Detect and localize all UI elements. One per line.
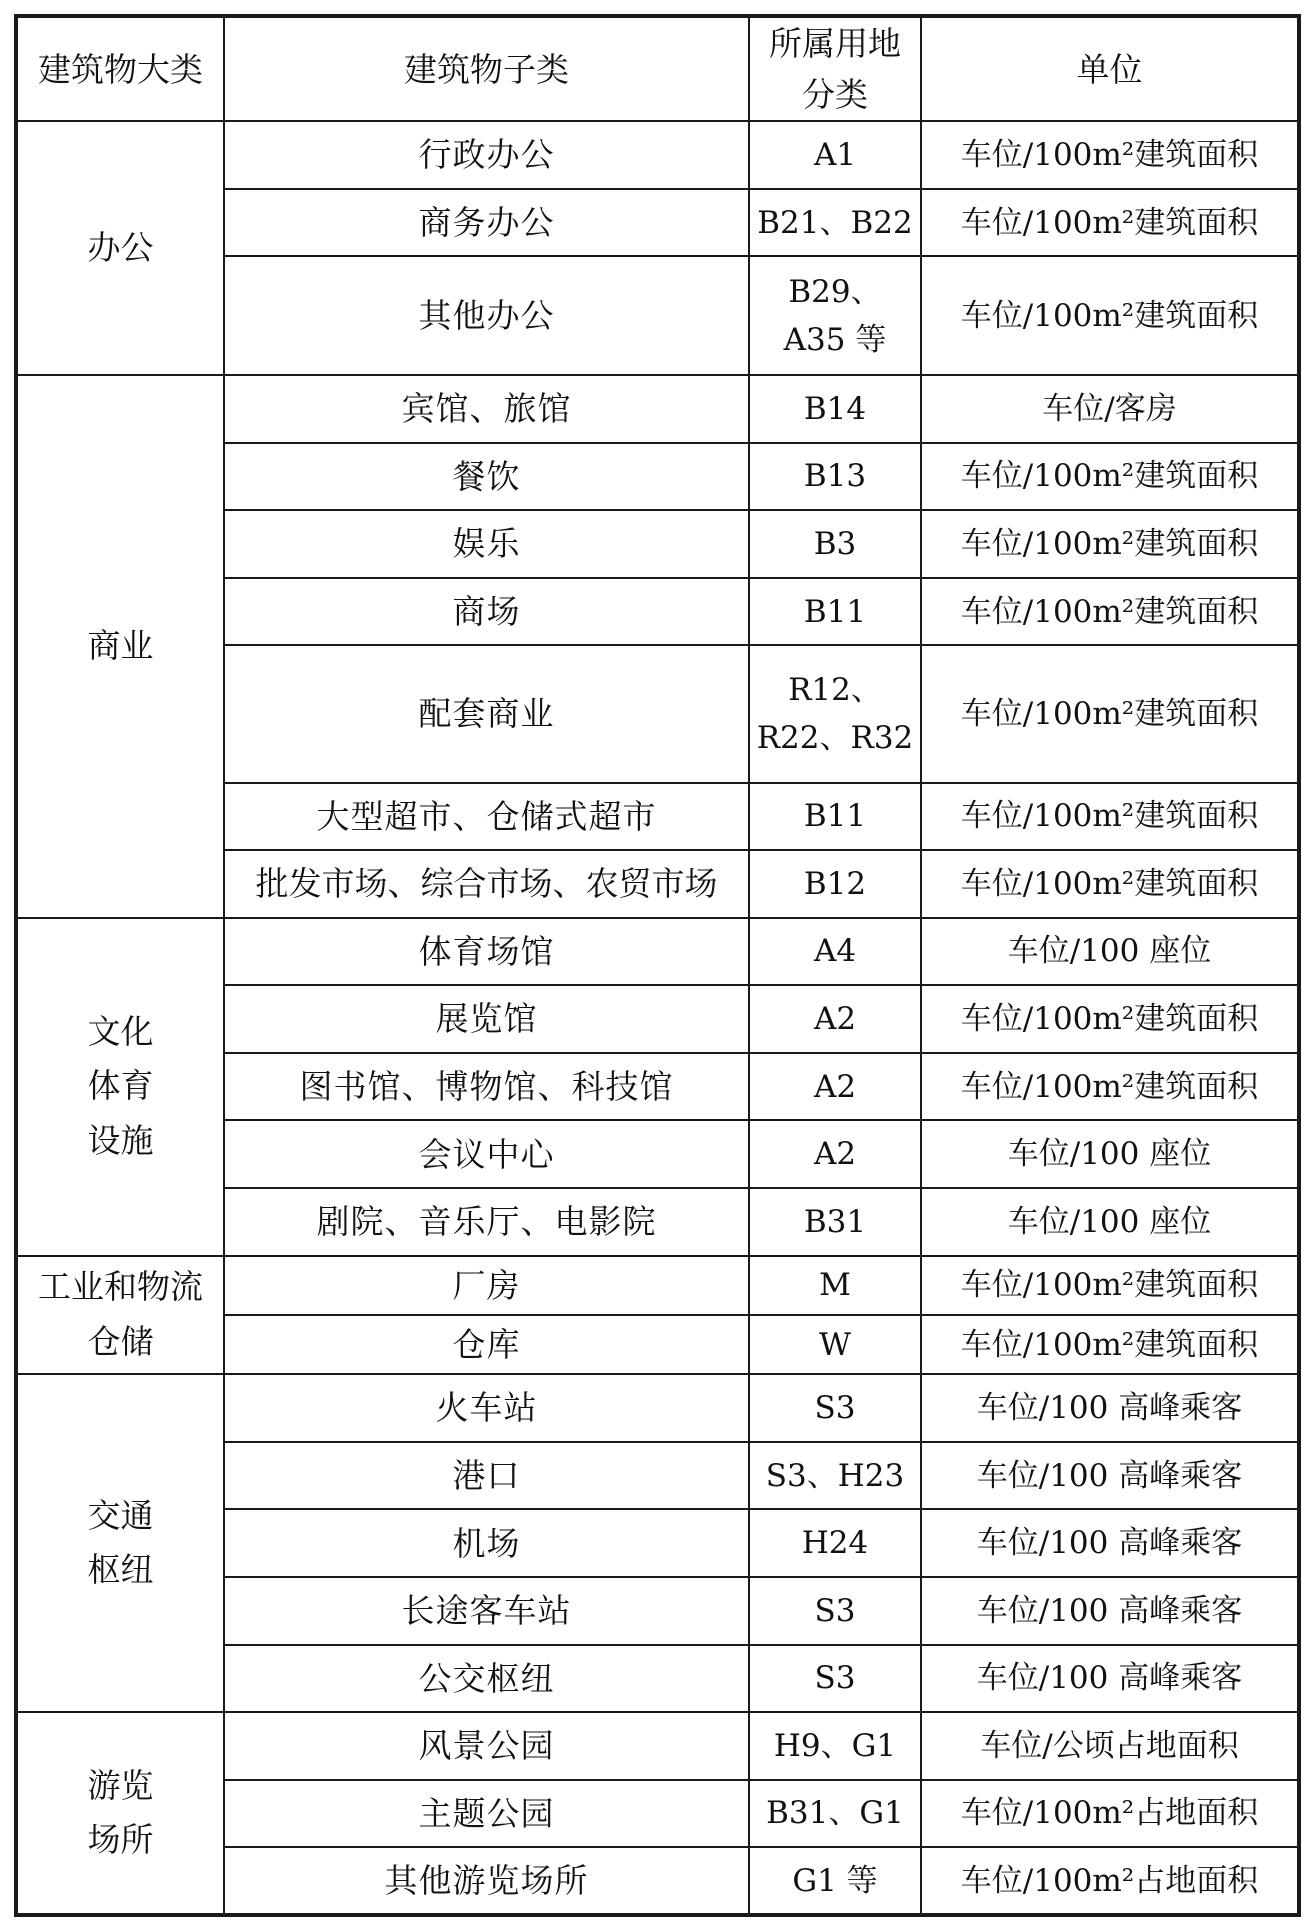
unit-cell: 车位/100 座位 (921, 1120, 1299, 1188)
category-cell: 游览场所 (16, 1712, 224, 1915)
unit-cell: 车位/公顷占地面积 (921, 1712, 1299, 1780)
category-cell: 文化体育设施 (16, 918, 224, 1256)
land-use-cell: H24 (749, 1509, 921, 1577)
subcategory-cell: 宾馆、旅馆 (224, 375, 749, 443)
land-use-cell: G1 等 (749, 1847, 921, 1915)
unit-cell: 车位/客房 (921, 375, 1299, 443)
header-subcategory: 建筑物子类 (224, 16, 749, 121)
table-row (16, 375, 1299, 443)
parking-standard-table (14, 14, 1301, 1917)
subcategory-cell: 机场 (224, 1509, 749, 1577)
land-use-cell: S3 (749, 1645, 921, 1713)
category-cell: 工业和物流仓储 (16, 1256, 224, 1375)
unit-cell: 车位/100 高峰乘客 (921, 1577, 1299, 1645)
unit-cell: 车位/100 座位 (921, 1188, 1299, 1256)
subcategory-cell: 批发市场、综合市场、农贸市场 (224, 850, 749, 918)
subcategory-cell: 会议中心 (224, 1120, 749, 1188)
land-use-cell: S3 (749, 1577, 921, 1645)
table-row (16, 1374, 1299, 1442)
unit-cell: 车位/100m²建筑面积 (921, 578, 1299, 646)
land-use-cell: W (749, 1315, 921, 1374)
subcategory-cell: 仓库 (224, 1315, 749, 1374)
subcategory-cell: 商务办公 (224, 189, 749, 257)
unit-cell: 车位/100m²建筑面积 (921, 1315, 1299, 1374)
subcategory-cell: 体育场馆 (224, 918, 749, 986)
land-use-cell: B31 (749, 1188, 921, 1256)
header-category: 建筑物大类 (16, 16, 224, 121)
subcategory-cell: 行政办公 (224, 121, 749, 189)
land-use-cell: A2 (749, 1120, 921, 1188)
land-use-cell: A2 (749, 985, 921, 1053)
land-use-cell: A4 (749, 918, 921, 986)
unit-cell: 车位/100 高峰乘客 (921, 1442, 1299, 1510)
unit-cell: 车位/100 高峰乘客 (921, 1509, 1299, 1577)
land-use-cell: A1 (749, 121, 921, 189)
unit-cell: 车位/100m²建筑面积 (921, 783, 1299, 851)
subcategory-cell: 火车站 (224, 1374, 749, 1442)
subcategory-cell: 其他办公 (224, 256, 749, 375)
unit-cell: 车位/100m²建筑面积 (921, 850, 1299, 918)
table-row (16, 1256, 1299, 1315)
table-row (16, 1712, 1299, 1780)
land-use-cell: R12、R22、R32 (749, 645, 921, 782)
unit-cell: 车位/100m²建筑面积 (921, 443, 1299, 511)
unit-cell: 车位/100m²建筑面积 (921, 645, 1299, 782)
land-use-cell: B11 (749, 578, 921, 646)
unit-cell: 车位/100m²建筑面积 (921, 985, 1299, 1053)
land-use-cell: B11 (749, 783, 921, 851)
land-use-cell: H9、G1 (749, 1712, 921, 1780)
unit-cell: 车位/100m²占地面积 (921, 1780, 1299, 1848)
unit-cell: 车位/100m²建筑面积 (921, 256, 1299, 375)
unit-cell: 车位/100m²建筑面积 (921, 1256, 1299, 1315)
subcategory-cell: 厂房 (224, 1256, 749, 1315)
subcategory-cell: 风景公园 (224, 1712, 749, 1780)
land-use-cell: B13 (749, 443, 921, 511)
header-row (16, 16, 1299, 121)
unit-cell: 车位/100 座位 (921, 918, 1299, 986)
header-unit: 单位 (921, 16, 1299, 121)
land-use-cell: A2 (749, 1053, 921, 1121)
land-use-cell: S3 (749, 1374, 921, 1442)
header-land-use: 所属用地分类 (749, 16, 921, 121)
land-use-cell: B14 (749, 375, 921, 443)
subcategory-cell: 长途客车站 (224, 1577, 749, 1645)
land-use-cell: M (749, 1256, 921, 1315)
subcategory-cell: 剧院、音乐厅、电影院 (224, 1188, 749, 1256)
unit-cell: 车位/100 高峰乘客 (921, 1374, 1299, 1442)
table-row (16, 121, 1299, 189)
category-cell: 商业 (16, 375, 224, 918)
subcategory-cell: 展览馆 (224, 985, 749, 1053)
table-row (16, 918, 1299, 986)
unit-cell: 车位/100m²占地面积 (921, 1847, 1299, 1915)
subcategory-cell: 港口 (224, 1442, 749, 1510)
land-use-cell: B12 (749, 850, 921, 918)
category-cell: 交通枢纽 (16, 1374, 224, 1712)
subcategory-cell: 餐饮 (224, 443, 749, 511)
subcategory-cell: 其他游览场所 (224, 1847, 749, 1915)
unit-cell: 车位/100m²建筑面积 (921, 189, 1299, 257)
subcategory-cell: 公交枢纽 (224, 1645, 749, 1713)
unit-cell: 车位/100 高峰乘客 (921, 1645, 1299, 1713)
category-cell: 办公 (16, 121, 224, 375)
subcategory-cell: 配套商业 (224, 645, 749, 782)
unit-cell: 车位/100m²建筑面积 (921, 121, 1299, 189)
land-use-cell: S3、H23 (749, 1442, 921, 1510)
unit-cell: 车位/100m²建筑面积 (921, 1053, 1299, 1121)
subcategory-cell: 娱乐 (224, 510, 749, 578)
land-use-cell: B3 (749, 510, 921, 578)
unit-cell: 车位/100m²建筑面积 (921, 510, 1299, 578)
subcategory-cell: 主题公园 (224, 1780, 749, 1848)
land-use-cell: B21、B22 (749, 189, 921, 257)
land-use-cell: B31、G1 (749, 1780, 921, 1848)
land-use-cell: B29、A35 等 (749, 256, 921, 375)
subcategory-cell: 商场 (224, 578, 749, 646)
subcategory-cell: 大型超市、仓储式超市 (224, 783, 749, 851)
subcategory-cell: 图书馆、博物馆、科技馆 (224, 1053, 749, 1121)
